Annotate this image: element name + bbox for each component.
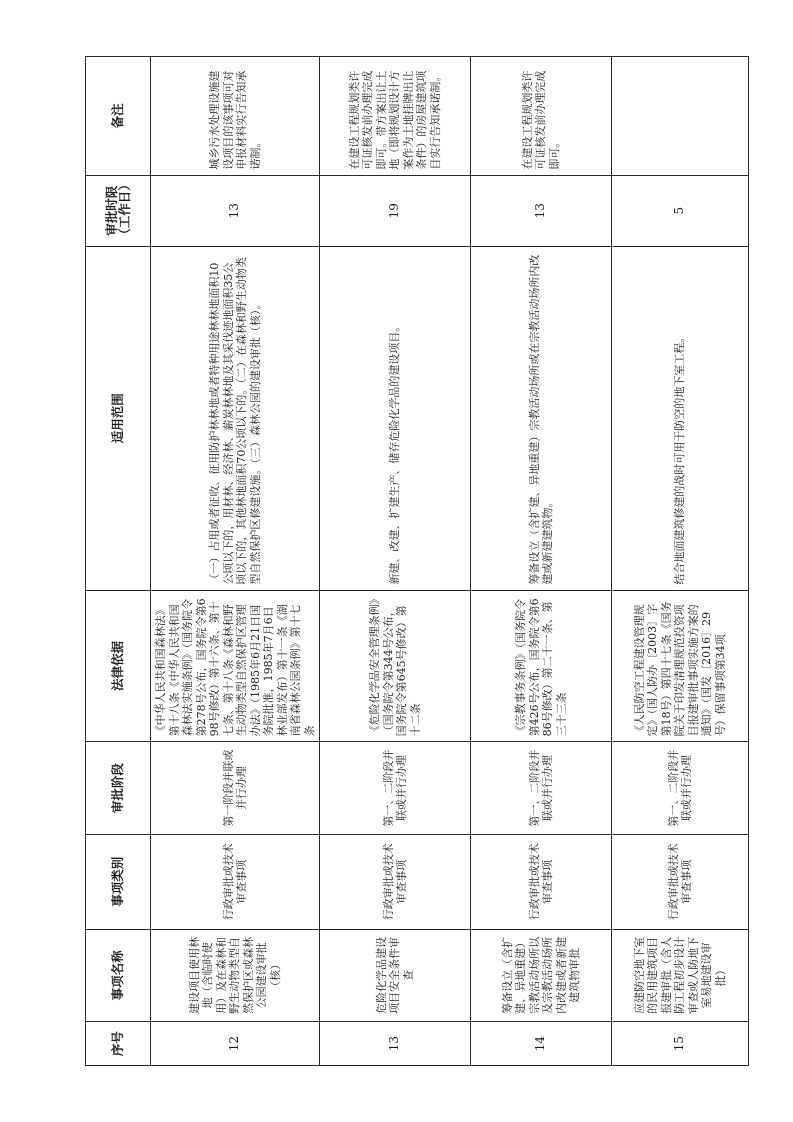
cell-category: 行政审批或技术审查事项 (471, 834, 612, 929)
cell-name: 危险化学品建设项目安全条件审查 (320, 929, 471, 1021)
header-stage: 审批阶段 (86, 742, 151, 834)
header-seq: 序号 (86, 1022, 151, 1066)
header-category: 事项类别 (86, 834, 151, 929)
header-scope: 适用范围 (86, 246, 151, 590)
cell-category: 行政审批或技术审查事项 (612, 834, 749, 929)
table-row (320, 57, 471, 1066)
cell-stage: 第一阶段并联或并行办理 (151, 742, 320, 834)
cell-note (612, 57, 749, 176)
cell-scope: 筹备设立（含扩建、异地重建）宗教活动场所或在宗教活动场所内改建或新建建筑物。 (471, 246, 612, 590)
cell-name: 应建防空地下室的民用建筑项目报建审批（含人防工程初步设计审查或人防地下室易地建设审批） (612, 929, 749, 1021)
cell-law: 《人民防空工程建设管理规定》（国人防办〔2003〕字第18号）第四十七条《国务院关于印发清理规范投资项目报建审批事项实施方案的通知》（国发〔2016〕29号）保留事项第34项 (612, 590, 749, 742)
table-row (612, 57, 749, 1066)
cell-law: 《危险化学品安全管理条例》（国务院令第344号公布，国务院令第645号修改）第十二条 (320, 590, 471, 742)
cell-note: 在建设工程规划类许可证核发前办理完成即可。 (471, 57, 612, 176)
cell-note: 在建设工程规划类许可证核发前办理完成即可。带方案出让土地（即将规划设计方案作为土地挂牌出让条件）的房屋建筑项目实行告知承诺制。 (320, 57, 471, 176)
cell-seq: 13 (320, 1022, 471, 1066)
cell-law: 《宗教事务条例》（国务院令第426号公布，国务院令第686号修改）第二十一条、第三十三条 (471, 590, 612, 742)
cell-time: 19 (320, 175, 471, 246)
header-note: 备注 (86, 57, 151, 176)
cell-seq: 15 (612, 1022, 749, 1066)
cell-name: 筹备设立（含扩建、异地重建）宗教活动场所以及宗教活动场所内改建或者新建建筑物审批 (471, 929, 612, 1021)
cell-scope: （一）占用或者征收、征用防护林林地或者特种用途林林地面积10公顷以下的，用材林、经济林、薪炭林林地及其采伐迹地面积35公顷以下的，其他林地面积70公顷以下的。（二）在森林和野生动物类型自然保护区修建设施。（三）森林公园的建设审批（核）。 (151, 246, 320, 590)
cell-law: 《中华人民共和国森林法》第十八条《中华人民共和国森林法实施条例》（国务院令第278号公布，国务院令第698号修改）第十六条、第十七条、第十八条《森林和野生动物类型自然保护区管理办法》（1985年6月21日国务院批准，1985年7月6日林业部发布）第十一条《湖南省森林公园条例》第十七条 (151, 590, 320, 742)
cell-seq: 14 (471, 1022, 612, 1066)
header-name: 事项名称 (86, 929, 151, 1021)
table-row (471, 57, 612, 1066)
table-row (151, 57, 320, 1066)
cell-time: 5 (612, 175, 749, 246)
cell-scope: 结合地面建筑修建的战时可用于防空的地下室工程。 (612, 246, 749, 590)
header-law: 法律依据 (86, 590, 151, 742)
cell-seq: 12 (151, 1022, 320, 1066)
cell-stage: 第一、二阶段并联或并行办理 (612, 742, 749, 834)
cell-time: 13 (471, 175, 612, 246)
cell-note: 城乡污水处理设施建设项目的该事项可对申报材料实行告知承诺制。 (151, 57, 320, 176)
cell-category: 行政审批或技术审查事项 (151, 834, 320, 929)
cell-stage: 第一、二阶段并联或并行办理 (471, 742, 612, 834)
approval-items-table (85, 56, 749, 1066)
table-header-row (86, 57, 151, 1066)
cell-category: 行政审批或技术审查事项 (320, 834, 471, 929)
header-time: 审批时限（工作日） (86, 175, 151, 246)
cell-name: 建设项目使用林地（含临时使用）及在森林和野生动物类型自然保护区或森林公园建设审批（核） (151, 929, 320, 1021)
cell-stage: 第一、二阶段并联或并行办理 (320, 742, 471, 834)
cell-scope: 新建、改建、扩建生产、储存危险化学品的建设项目。 (320, 246, 471, 590)
cell-time: 13 (151, 175, 320, 246)
